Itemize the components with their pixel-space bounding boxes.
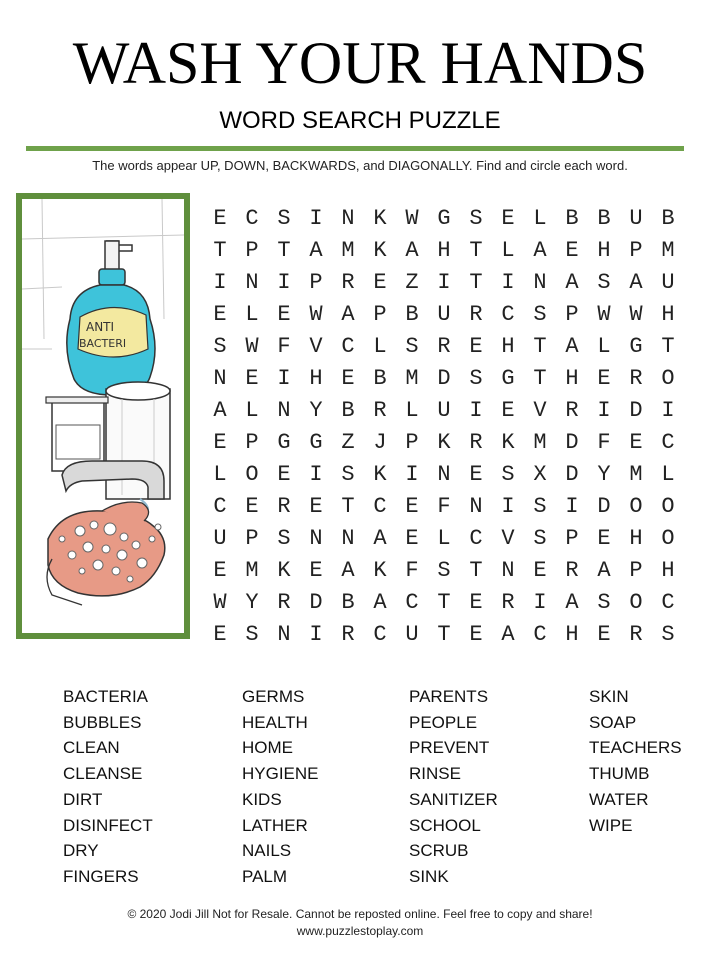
grid-cell[interactable]: M [661, 238, 675, 263]
grid-cell[interactable]: S [277, 526, 291, 551]
grid-cell[interactable]: T [277, 238, 291, 263]
grid-cell[interactable]: U [661, 270, 675, 295]
grid-cell[interactable]: B [661, 206, 675, 231]
word-list-item: LATHER [242, 815, 308, 835]
grid-cell[interactable]: A [405, 238, 419, 263]
grid-cell[interactable]: P [565, 526, 579, 551]
grid-cell[interactable]: C [213, 494, 227, 519]
grid-cell[interactable]: B [341, 590, 355, 615]
grid-cell[interactable]: O [245, 462, 259, 487]
word-list-item: WIPE [589, 815, 633, 835]
grid-cell[interactable]: X [533, 462, 547, 487]
grid-cell[interactable]: E [213, 206, 227, 231]
grid-cell[interactable]: T [661, 334, 675, 359]
grid-cell[interactable]: S [213, 334, 227, 359]
grid-cell[interactable]: E [469, 622, 483, 647]
green-divider [26, 146, 684, 151]
word-list-item: NAILS [242, 841, 292, 861]
grid-cell[interactable]: L [405, 398, 419, 423]
grid-cell[interactable]: N [245, 270, 259, 295]
grid-cell[interactable]: Y [597, 462, 611, 487]
grid-cell[interactable]: K [373, 238, 387, 263]
grid-cell[interactable]: K [373, 558, 387, 583]
grid-cell[interactable]: N [277, 622, 291, 647]
grid-cell[interactable]: N [469, 494, 483, 519]
grid-cell[interactable]: I [533, 590, 547, 615]
grid-cell[interactable]: E [501, 206, 515, 231]
page-title: WASH YOUR HANDS [72, 30, 648, 96]
grid-cell[interactable]: T [437, 590, 451, 615]
grid-cell[interactable]: E [469, 334, 483, 359]
grid-cell[interactable]: E [469, 462, 483, 487]
grid-cell[interactable]: R [277, 494, 291, 519]
grid-cell[interactable]: E [405, 526, 419, 551]
grid-cell[interactable]: T [469, 270, 483, 295]
grid-cell[interactable]: P [373, 302, 387, 327]
grid-cell[interactable]: E [469, 590, 483, 615]
grid-cell[interactable]: E [245, 366, 259, 391]
grid-cell[interactable]: A [533, 238, 547, 263]
grid-cell[interactable]: R [565, 398, 579, 423]
grid-cell[interactable]: R [341, 622, 355, 647]
grid-cell[interactable]: W [405, 206, 419, 231]
grid-cell[interactable]: G [629, 334, 643, 359]
grid-cell[interactable]: A [373, 590, 387, 615]
grid-cell[interactable]: C [533, 622, 547, 647]
word-list-item: DRY [63, 841, 99, 861]
grid-cell[interactable]: C [405, 590, 419, 615]
grid-cell[interactable]: I [277, 366, 291, 391]
grid-cell[interactable]: E [213, 622, 227, 647]
grid-cell[interactable]: O [661, 366, 675, 391]
grid-cell[interactable]: E [245, 494, 259, 519]
grid-cell[interactable]: L [661, 462, 675, 487]
grid-cell[interactable]: I [405, 462, 419, 487]
word-list-item: HEALTH [242, 712, 308, 732]
word-list-item: SKIN [589, 687, 629, 706]
grid-cell[interactable]: D [309, 590, 323, 615]
grid-cell[interactable]: T [469, 238, 483, 263]
grid-cell[interactable]: S [661, 622, 675, 647]
grid-cell[interactable]: E [597, 366, 611, 391]
grid-cell[interactable]: V [533, 398, 547, 423]
grid-cell[interactable]: A [213, 398, 227, 423]
grid-cell[interactable]: H [565, 622, 579, 647]
grid-cell[interactable]: A [597, 558, 611, 583]
grid-cell[interactable]: R [629, 366, 643, 391]
word-list-item: DIRT [63, 789, 103, 809]
grid-cell[interactable]: S [469, 206, 483, 231]
grid-cell[interactable]: V [309, 334, 323, 359]
grid-cell[interactable]: I [309, 462, 323, 487]
grid-cell[interactable]: S [277, 206, 291, 231]
word-list-item: WATER [589, 789, 649, 809]
grid-cell[interactable]: G [309, 430, 323, 455]
grid-cell[interactable]: C [373, 622, 387, 647]
grid-cell[interactable]: O [661, 494, 675, 519]
grid-cell[interactable]: W [629, 302, 643, 327]
instructions-text: The words appear UP, DOWN, BACKWARDS, and DIAGONALLY. Find and circle each word. [92, 158, 628, 173]
grid-cell[interactable]: N [341, 526, 355, 551]
grid-cell[interactable]: N [213, 366, 227, 391]
grid-cell[interactable]: E [533, 558, 547, 583]
grid-cell[interactable]: H [597, 238, 611, 263]
grid-cell[interactable]: L [501, 238, 515, 263]
grid-cell[interactable]: B [405, 302, 419, 327]
word-list-item: THUMB [589, 764, 650, 784]
grid-cell[interactable]: S [597, 590, 611, 615]
grid-cell[interactable]: S [533, 494, 547, 519]
grid-cell[interactable]: C [245, 206, 259, 231]
grid-cell[interactable]: I [277, 270, 291, 295]
grid-cell[interactable]: F [277, 334, 291, 359]
word-list-item: CLEANSE [63, 764, 143, 784]
grid-cell[interactable]: D [565, 462, 579, 487]
grid-cell[interactable]: A [501, 622, 515, 647]
grid-cell[interactable]: E [213, 430, 227, 455]
grid-cell[interactable]: P [405, 430, 419, 455]
grid-cell[interactable]: R [373, 398, 387, 423]
grid-cell[interactable]: N [277, 398, 291, 423]
grid-cell[interactable]: M [341, 238, 355, 263]
grid-cell[interactable]: K [373, 206, 387, 231]
bottle-label-line1: ANTI [86, 320, 115, 334]
grid-cell[interactable]: T [469, 558, 483, 583]
grid-cell[interactable]: Y [245, 590, 259, 615]
grid-cell[interactable]: E [213, 302, 227, 327]
grid-cell[interactable]: E [501, 398, 515, 423]
grid-cell[interactable]: T [533, 334, 547, 359]
bottle-label-line2: BACTERI [79, 337, 127, 350]
grid-cell[interactable]: L [373, 334, 387, 359]
grid-cell[interactable]: A [309, 238, 323, 263]
word-column-2 [242, 684, 319, 890]
grid-cell[interactable]: P [245, 526, 259, 551]
grid-cell[interactable]: Z [341, 430, 355, 455]
grid-cell[interactable]: E [277, 462, 291, 487]
word-list-item: SCRUB [409, 841, 469, 861]
grid-cell[interactable]: E [373, 270, 387, 295]
word-list-item: BUBBLES [63, 712, 142, 732]
word-column-4 [589, 684, 682, 838]
grid-cell[interactable]: R [501, 590, 515, 615]
grid-cell[interactable]: R [341, 270, 355, 295]
grid-cell[interactable]: H [629, 526, 643, 551]
grid-cell[interactable]: B [341, 398, 355, 423]
grid-cell[interactable]: N [309, 526, 323, 551]
letter-grid [204, 203, 684, 651]
grid-cell[interactable]: C [469, 526, 483, 551]
grid-cell[interactable]: H [661, 558, 675, 583]
grid-cell[interactable]: R [565, 558, 579, 583]
grid-cell[interactable]: I [309, 622, 323, 647]
grid-cell[interactable]: P [629, 238, 643, 263]
copyright-text: © 2020 Jodi Jill Not for Resale. Cannot be reposted online. Feel free to copy and share! [127, 907, 593, 921]
grid-cell[interactable]: I [501, 494, 515, 519]
grid-cell[interactable]: P [629, 558, 643, 583]
grid-cell[interactable]: K [277, 558, 291, 583]
grid-cell[interactable]: O [661, 526, 675, 551]
word-list-item: CLEAN [63, 738, 120, 758]
grid-cell[interactable]: G [501, 366, 515, 391]
grid-cell[interactable]: N [501, 558, 515, 583]
word-list-item: KIDS [242, 789, 282, 809]
word-column-3 [409, 684, 498, 890]
word-list-item: HYGIENE [242, 764, 319, 784]
grid-cell[interactable]: I [501, 270, 515, 295]
grid-cell[interactable]: E [405, 494, 419, 519]
word-list-item: TEACHERS [589, 738, 682, 758]
grid-cell[interactable]: G [437, 206, 451, 231]
grid-cell[interactable]: E [341, 366, 355, 391]
word-list-item: SCHOOL [409, 815, 481, 835]
grid-cell[interactable]: S [533, 526, 547, 551]
grid-cell[interactable]: A [565, 334, 579, 359]
grid-cell[interactable]: N [341, 206, 355, 231]
grid-cell[interactable]: S [501, 462, 515, 487]
grid-cell[interactable]: A [565, 590, 579, 615]
grid-cell[interactable]: E [213, 558, 227, 583]
grid-cell[interactable]: R [469, 430, 483, 455]
grid-cell[interactable]: L [245, 398, 259, 423]
word-list-item: DISINFECT [63, 815, 153, 835]
grid-cell[interactable]: D [597, 494, 611, 519]
grid-cell[interactable]: A [341, 558, 355, 583]
grid-cell[interactable]: K [501, 430, 515, 455]
grid-cell[interactable]: H [661, 302, 675, 327]
word-list [0, 684, 720, 894]
grid-cell[interactable]: W [309, 302, 323, 327]
grid-cell[interactable]: R [629, 622, 643, 647]
grid-cell[interactable]: E [565, 238, 579, 263]
grid-cell[interactable]: A [373, 526, 387, 551]
grid-cell[interactable]: T [341, 494, 355, 519]
grid-cell[interactable]: L [437, 526, 451, 551]
grid-cell[interactable]: L [597, 334, 611, 359]
grid-cell[interactable]: M [533, 430, 547, 455]
grid-cell[interactable]: S [437, 558, 451, 583]
grid-cell[interactable]: B [597, 206, 611, 231]
grid-cell[interactable]: I [661, 398, 675, 423]
grid-cell[interactable]: M [405, 366, 419, 391]
word-column-1 [63, 684, 153, 890]
grid-cell[interactable]: P [565, 302, 579, 327]
grid-cell[interactable]: D [565, 430, 579, 455]
grid-cell[interactable]: B [373, 366, 387, 391]
grid-cell[interactable]: L [533, 206, 547, 231]
grid-cell[interactable]: U [437, 398, 451, 423]
grid-cell[interactable]: L [213, 462, 227, 487]
word-list-item: SINK [409, 866, 449, 886]
grid-cell[interactable]: C [373, 494, 387, 519]
grid-cell[interactable]: P [245, 430, 259, 455]
grid-cell[interactable]: M [245, 558, 259, 583]
grid-cell[interactable]: S [341, 462, 355, 487]
grid-cell[interactable]: U [213, 526, 227, 551]
grid-cell[interactable]: R [469, 302, 483, 327]
grid-cell[interactable]: C [341, 334, 355, 359]
grid-cell[interactable]: A [629, 270, 643, 295]
grid-cell[interactable]: D [629, 398, 643, 423]
grid-cell[interactable]: I [597, 398, 611, 423]
grid-cell[interactable]: I [565, 494, 579, 519]
word-list-item: SANITIZER [409, 789, 498, 809]
word-list-item: GERMS [242, 687, 305, 706]
grid-cell[interactable]: A [565, 270, 579, 295]
page-subtitle: WORD SEARCH PUZZLE [219, 107, 501, 134]
word-list-item: SOAP [589, 712, 637, 732]
grid-cell[interactable]: H [501, 334, 515, 359]
grid-cell[interactable]: O [629, 494, 643, 519]
grid-cell[interactable]: T [213, 238, 227, 263]
grid-cell[interactable]: N [437, 462, 451, 487]
grid-cell[interactable]: I [309, 206, 323, 231]
grid-cell[interactable]: S [469, 366, 483, 391]
cabinet-icon [46, 397, 108, 471]
grid-cell[interactable]: N [533, 270, 547, 295]
grid-cell[interactable]: C [661, 430, 675, 455]
grid-cell[interactable]: G [277, 430, 291, 455]
grid-cell[interactable]: F [437, 494, 451, 519]
grid-cell[interactable]: Z [405, 270, 419, 295]
grid-cell[interactable]: E [309, 494, 323, 519]
grid-cell[interactable]: U [405, 622, 419, 647]
grid-cell[interactable]: E [277, 302, 291, 327]
grid-cell[interactable]: S [245, 622, 259, 647]
grid-cell[interactable]: H [437, 238, 451, 263]
grid-cell[interactable]: W [597, 302, 611, 327]
grid-cell[interactable]: J [373, 430, 387, 455]
grid-cell[interactable]: I [213, 270, 227, 295]
grid-cell[interactable]: I [437, 270, 451, 295]
grid-cell[interactable]: V [501, 526, 515, 551]
grid-cell[interactable]: R [437, 334, 451, 359]
grid-cell[interactable]: E [597, 526, 611, 551]
grid-cell[interactable]: W [213, 590, 227, 615]
illustration-svg [22, 199, 184, 633]
grid-cell[interactable]: F [597, 430, 611, 455]
grid-cell[interactable]: Y [309, 398, 323, 423]
grid-cell[interactable]: L [245, 302, 259, 327]
grid-cell[interactable]: H [565, 366, 579, 391]
grid-cell[interactable]: M [629, 462, 643, 487]
word-list-item: PREVENT [409, 738, 490, 758]
word-list-item: FINGERS [63, 866, 139, 886]
grid-cell[interactable]: F [405, 558, 419, 583]
word-list-item: PEOPLE [409, 712, 478, 732]
grid-cell[interactable]: E [629, 430, 643, 455]
grid-cell[interactable]: K [437, 430, 451, 455]
word-list-item: RINSE [409, 764, 461, 784]
grid-cell[interactable]: U [629, 206, 643, 231]
grid-cell[interactable]: E [309, 558, 323, 583]
grid-cell[interactable]: I [469, 398, 483, 423]
grid-cell[interactable]: A [341, 302, 355, 327]
footer [0, 906, 720, 940]
grid-cell[interactable]: H [309, 366, 323, 391]
soap-pump-icon [67, 241, 155, 395]
website-text: www.puzzlestoplay.com [296, 924, 424, 938]
handwashing-illustration [16, 193, 190, 639]
grid-cell[interactable]: B [565, 206, 579, 231]
soapy-hands-icon [47, 502, 165, 605]
grid-cell[interactable]: W [245, 334, 259, 359]
grid-cell[interactable]: S [533, 302, 547, 327]
word-list-item: HOME [242, 738, 293, 758]
grid-cell[interactable]: P [309, 270, 323, 295]
grid-cell[interactable]: U [437, 302, 451, 327]
grid-cell[interactable]: S [597, 270, 611, 295]
grid-cell[interactable]: T [437, 622, 451, 647]
word-list-item: PALM [242, 866, 288, 886]
grid-cell[interactable]: C [501, 302, 515, 327]
word-list-item: BACTERIA [63, 687, 149, 706]
grid-cell[interactable]: T [533, 366, 547, 391]
grid-cell[interactable]: D [437, 366, 451, 391]
grid-cell[interactable]: O [629, 590, 643, 615]
grid-cell[interactable]: C [661, 590, 675, 615]
grid-cell[interactable]: S [405, 334, 419, 359]
grid-cell[interactable]: R [277, 590, 291, 615]
grid-cell[interactable]: P [245, 238, 259, 263]
word-list-item: PARENTS [409, 687, 489, 706]
grid-cell[interactable]: K [373, 462, 387, 487]
grid-cell[interactable]: E [597, 622, 611, 647]
